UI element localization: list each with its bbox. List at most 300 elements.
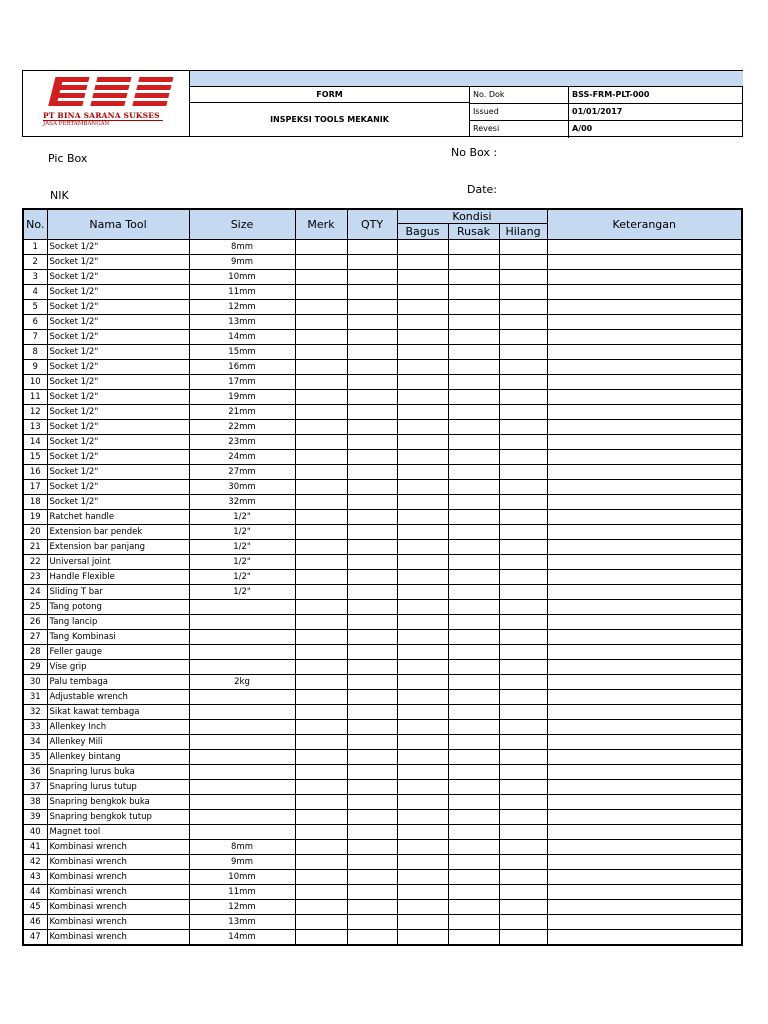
- hilang-cell[interactable]: [499, 660, 547, 675]
- rusak-cell[interactable]: [448, 900, 499, 915]
- qty-cell[interactable]: [347, 390, 397, 405]
- bagus-cell[interactable]: [397, 780, 448, 795]
- keterangan-cell[interactable]: [547, 360, 742, 375]
- qty-cell[interactable]: [347, 255, 397, 270]
- rusak-cell[interactable]: [448, 555, 499, 570]
- rusak-cell[interactable]: [448, 720, 499, 735]
- merk-cell[interactable]: [295, 585, 347, 600]
- keterangan-cell[interactable]: [547, 270, 742, 285]
- hilang-cell[interactable]: [499, 615, 547, 630]
- keterangan-cell[interactable]: [547, 585, 742, 600]
- rusak-cell[interactable]: [448, 285, 499, 300]
- rusak-cell[interactable]: [448, 450, 499, 465]
- merk-cell[interactable]: [295, 390, 347, 405]
- rusak-cell[interactable]: [448, 540, 499, 555]
- merk-cell[interactable]: [295, 375, 347, 390]
- qty-cell[interactable]: [347, 735, 397, 750]
- keterangan-cell[interactable]: [547, 750, 742, 765]
- hilang-cell[interactable]: [499, 690, 547, 705]
- hilang-cell[interactable]: [499, 645, 547, 660]
- keterangan-cell[interactable]: [547, 615, 742, 630]
- rusak-cell[interactable]: [448, 585, 499, 600]
- keterangan-cell[interactable]: [547, 630, 742, 645]
- keterangan-cell[interactable]: [547, 885, 742, 900]
- hilang-cell[interactable]: [499, 720, 547, 735]
- merk-cell[interactable]: [295, 285, 347, 300]
- qty-cell[interactable]: [347, 600, 397, 615]
- row-number: 26: [23, 615, 47, 630]
- rusak-cell[interactable]: [448, 930, 499, 946]
- table-row: [23, 315, 742, 330]
- merk-cell[interactable]: [295, 495, 347, 510]
- merk-cell[interactable]: [295, 810, 347, 825]
- row-number: 32: [23, 705, 47, 720]
- qty-cell[interactable]: [347, 420, 397, 435]
- qty-cell[interactable]: [347, 825, 397, 840]
- qty-cell[interactable]: [347, 480, 397, 495]
- merk-cell[interactable]: [295, 270, 347, 285]
- bagus-cell[interactable]: [397, 420, 448, 435]
- keterangan-cell[interactable]: [547, 390, 742, 405]
- table-row: [23, 630, 742, 645]
- qty-cell[interactable]: [347, 765, 397, 780]
- tool-name: Socket 1/2": [47, 375, 189, 390]
- qty-cell[interactable]: [347, 375, 397, 390]
- qty-cell[interactable]: [347, 750, 397, 765]
- rusak-cell[interactable]: [448, 795, 499, 810]
- bagus-cell[interactable]: [397, 390, 448, 405]
- merk-cell[interactable]: [295, 420, 347, 435]
- bagus-cell[interactable]: [397, 330, 448, 345]
- merk-cell[interactable]: [295, 795, 347, 810]
- keterangan-cell[interactable]: [547, 405, 742, 420]
- rusak-cell[interactable]: [448, 480, 499, 495]
- merk-cell[interactable]: [295, 690, 347, 705]
- bagus-cell[interactable]: [397, 930, 448, 946]
- qty-cell[interactable]: [347, 645, 397, 660]
- table-row: [23, 345, 742, 360]
- hilang-cell[interactable]: [499, 735, 547, 750]
- rusak-cell[interactable]: [448, 915, 499, 930]
- qty-cell[interactable]: [347, 510, 397, 525]
- rusak-cell[interactable]: [448, 330, 499, 345]
- qty-cell[interactable]: [347, 570, 397, 585]
- tool-size: 9mm: [189, 255, 295, 270]
- hilang-cell[interactable]: [499, 360, 547, 375]
- bagus-cell[interactable]: [397, 690, 448, 705]
- rusak-cell[interactable]: [448, 750, 499, 765]
- qty-cell[interactable]: [347, 540, 397, 555]
- keterangan-cell[interactable]: [547, 705, 742, 720]
- rusak-cell[interactable]: [448, 645, 499, 660]
- hilang-cell[interactable]: [499, 810, 547, 825]
- merk-cell[interactable]: [295, 315, 347, 330]
- qty-cell[interactable]: [347, 285, 397, 300]
- qty-cell[interactable]: [347, 495, 397, 510]
- merk-cell[interactable]: [295, 825, 347, 840]
- qty-cell[interactable]: [347, 690, 397, 705]
- rusak-cell[interactable]: [448, 315, 499, 330]
- table-row: [23, 360, 742, 375]
- keterangan-cell[interactable]: [547, 690, 742, 705]
- hilang-cell[interactable]: [499, 240, 547, 255]
- merk-cell[interactable]: [295, 480, 347, 495]
- qty-cell[interactable]: [347, 795, 397, 810]
- hilang-cell[interactable]: [499, 585, 547, 600]
- keterangan-cell[interactable]: [547, 555, 742, 570]
- qty-cell[interactable]: [347, 705, 397, 720]
- hilang-cell[interactable]: [499, 495, 547, 510]
- row-number: 40: [23, 825, 47, 840]
- merk-cell[interactable]: [295, 630, 347, 645]
- hilang-cell[interactable]: [499, 630, 547, 645]
- form-label: FORM: [189, 87, 470, 103]
- bagus-cell[interactable]: [397, 240, 448, 255]
- rusak-cell[interactable]: [448, 495, 499, 510]
- qty-cell[interactable]: [347, 870, 397, 885]
- hilang-cell[interactable]: [499, 705, 547, 720]
- rusak-cell[interactable]: [448, 420, 499, 435]
- merk-cell[interactable]: [295, 465, 347, 480]
- bagus-cell[interactable]: [397, 810, 448, 825]
- qty-cell[interactable]: [347, 840, 397, 855]
- keterangan-cell[interactable]: [547, 345, 742, 360]
- rusak-cell[interactable]: [448, 360, 499, 375]
- bagus-cell[interactable]: [397, 900, 448, 915]
- merk-cell[interactable]: [295, 405, 347, 420]
- keterangan-cell[interactable]: [547, 315, 742, 330]
- hilang-cell[interactable]: [499, 900, 547, 915]
- bagus-cell[interactable]: [397, 285, 448, 300]
- hilang-cell[interactable]: [499, 480, 547, 495]
- qty-cell[interactable]: [347, 885, 397, 900]
- merk-cell[interactable]: [295, 240, 347, 255]
- bagus-cell[interactable]: [397, 465, 448, 480]
- keterangan-cell[interactable]: [547, 645, 742, 660]
- row-number: 17: [23, 480, 47, 495]
- hilang-cell[interactable]: [499, 255, 547, 270]
- keterangan-cell[interactable]: [547, 840, 742, 855]
- qty-cell[interactable]: [347, 360, 397, 375]
- qty-cell[interactable]: [347, 330, 397, 345]
- merk-cell[interactable]: [295, 615, 347, 630]
- merk-cell[interactable]: [295, 540, 347, 555]
- qty-cell[interactable]: [347, 855, 397, 870]
- qty-cell[interactable]: [347, 930, 397, 946]
- bagus-cell[interactable]: [397, 480, 448, 495]
- hilang-cell[interactable]: [499, 420, 547, 435]
- qty-cell[interactable]: [347, 720, 397, 735]
- hilang-cell[interactable]: [499, 525, 547, 540]
- merk-cell[interactable]: [295, 345, 347, 360]
- hilang-cell[interactable]: [499, 300, 547, 315]
- merk-cell[interactable]: [295, 915, 347, 930]
- rusak-cell[interactable]: [448, 570, 499, 585]
- keterangan-cell[interactable]: [547, 375, 742, 390]
- hilang-cell[interactable]: [499, 915, 547, 930]
- rusak-cell[interactable]: [448, 885, 499, 900]
- hilang-cell[interactable]: [499, 750, 547, 765]
- qty-cell[interactable]: [347, 660, 397, 675]
- merk-cell[interactable]: [295, 645, 347, 660]
- keterangan-cell[interactable]: [547, 855, 742, 870]
- keterangan-cell[interactable]: [547, 735, 742, 750]
- keterangan-cell[interactable]: [547, 300, 742, 315]
- rusak-cell[interactable]: [448, 870, 499, 885]
- merk-cell[interactable]: [295, 675, 347, 690]
- qty-cell[interactable]: [347, 315, 397, 330]
- keterangan-cell[interactable]: [547, 915, 742, 930]
- rusak-cell[interactable]: [448, 690, 499, 705]
- rusak-cell[interactable]: [448, 780, 499, 795]
- merk-cell[interactable]: [295, 705, 347, 720]
- qty-cell[interactable]: [347, 810, 397, 825]
- bagus-cell[interactable]: [397, 915, 448, 930]
- qty-cell[interactable]: [347, 780, 397, 795]
- qty-cell[interactable]: [347, 525, 397, 540]
- bagus-cell[interactable]: [397, 645, 448, 660]
- rusak-cell[interactable]: [448, 270, 499, 285]
- merk-cell[interactable]: [295, 450, 347, 465]
- hilang-cell[interactable]: [499, 330, 547, 345]
- rusak-cell[interactable]: [448, 735, 499, 750]
- tool-size: [189, 660, 295, 675]
- rusak-cell[interactable]: [448, 810, 499, 825]
- bagus-cell[interactable]: [397, 870, 448, 885]
- qty-cell[interactable]: [347, 300, 397, 315]
- merk-cell[interactable]: [295, 435, 347, 450]
- hilang-cell[interactable]: [499, 450, 547, 465]
- hilang-cell[interactable]: [499, 435, 547, 450]
- keterangan-cell[interactable]: [547, 510, 742, 525]
- bagus-cell[interactable]: [397, 525, 448, 540]
- hilang-cell[interactable]: [499, 855, 547, 870]
- keterangan-cell[interactable]: [547, 465, 742, 480]
- keterangan-cell[interactable]: [547, 285, 742, 300]
- hilang-cell[interactable]: [499, 375, 547, 390]
- keterangan-cell[interactable]: [547, 255, 742, 270]
- merk-cell[interactable]: [295, 555, 347, 570]
- hilang-cell[interactable]: [499, 465, 547, 480]
- keterangan-cell[interactable]: [547, 435, 742, 450]
- keterangan-cell[interactable]: [547, 810, 742, 825]
- keterangan-cell[interactable]: [547, 570, 742, 585]
- bagus-cell[interactable]: [397, 675, 448, 690]
- merk-cell[interactable]: [295, 570, 347, 585]
- hilang-cell[interactable]: [499, 405, 547, 420]
- keterangan-cell[interactable]: [547, 900, 742, 915]
- rusak-cell[interactable]: [448, 630, 499, 645]
- rusak-cell[interactable]: [448, 825, 499, 840]
- merk-cell[interactable]: [295, 600, 347, 615]
- keterangan-cell[interactable]: [547, 525, 742, 540]
- hilang-cell[interactable]: [499, 795, 547, 810]
- merk-cell[interactable]: [295, 750, 347, 765]
- hilang-cell[interactable]: [499, 270, 547, 285]
- merk-cell[interactable]: [295, 510, 347, 525]
- hilang-cell[interactable]: [499, 285, 547, 300]
- hilang-cell[interactable]: [499, 870, 547, 885]
- bagus-cell[interactable]: [397, 765, 448, 780]
- keterangan-cell[interactable]: [547, 825, 742, 840]
- bagus-cell[interactable]: [397, 795, 448, 810]
- keterangan-cell[interactable]: [547, 795, 742, 810]
- rusak-cell[interactable]: [448, 600, 499, 615]
- keterangan-cell[interactable]: [547, 930, 742, 946]
- rusak-cell[interactable]: [448, 615, 499, 630]
- merk-cell[interactable]: [295, 735, 347, 750]
- merk-cell[interactable]: [295, 525, 347, 540]
- qty-cell[interactable]: [347, 555, 397, 570]
- tool-name: Socket 1/2": [47, 405, 189, 420]
- bagus-cell[interactable]: [397, 855, 448, 870]
- rusak-cell[interactable]: [448, 840, 499, 855]
- tool-size: [189, 735, 295, 750]
- keterangan-cell[interactable]: [547, 495, 742, 510]
- keterangan-cell[interactable]: [547, 450, 742, 465]
- rusak-cell[interactable]: [448, 375, 499, 390]
- hilang-cell[interactable]: [499, 840, 547, 855]
- keterangan-cell[interactable]: [547, 870, 742, 885]
- bagus-cell[interactable]: [397, 360, 448, 375]
- qty-cell[interactable]: [347, 240, 397, 255]
- rusak-cell[interactable]: [448, 435, 499, 450]
- bagus-cell[interactable]: [397, 705, 448, 720]
- keterangan-cell[interactable]: [547, 720, 742, 735]
- merk-cell[interactable]: [295, 720, 347, 735]
- rusak-cell[interactable]: [448, 705, 499, 720]
- merk-cell[interactable]: [295, 885, 347, 900]
- qty-cell[interactable]: [347, 675, 397, 690]
- rusak-cell[interactable]: [448, 525, 499, 540]
- qty-cell[interactable]: [347, 900, 397, 915]
- keterangan-cell[interactable]: [547, 675, 742, 690]
- hilang-cell[interactable]: [499, 600, 547, 615]
- keterangan-cell[interactable]: [547, 330, 742, 345]
- row-number: 6: [23, 315, 47, 330]
- bagus-cell[interactable]: [397, 435, 448, 450]
- hilang-cell[interactable]: [499, 765, 547, 780]
- bagus-cell[interactable]: [397, 825, 448, 840]
- bagus-cell[interactable]: [397, 300, 448, 315]
- bagus-cell[interactable]: [397, 405, 448, 420]
- bagus-cell[interactable]: [397, 510, 448, 525]
- row-number: 3: [23, 270, 47, 285]
- merk-cell[interactable]: [295, 765, 347, 780]
- qty-cell[interactable]: [347, 915, 397, 930]
- bagus-cell[interactable]: [397, 570, 448, 585]
- qty-cell[interactable]: [347, 405, 397, 420]
- qty-cell[interactable]: [347, 345, 397, 360]
- qty-cell[interactable]: [347, 585, 397, 600]
- bagus-cell[interactable]: [397, 495, 448, 510]
- merk-cell[interactable]: [295, 360, 347, 375]
- bagus-cell[interactable]: [397, 630, 448, 645]
- bagus-cell[interactable]: [397, 345, 448, 360]
- hilang-cell[interactable]: [499, 510, 547, 525]
- merk-cell[interactable]: [295, 855, 347, 870]
- merk-cell[interactable]: [295, 660, 347, 675]
- keterangan-cell[interactable]: [547, 420, 742, 435]
- tool-name: Extension bar pendek: [47, 525, 189, 540]
- qty-cell[interactable]: [347, 270, 397, 285]
- bagus-cell[interactable]: [397, 270, 448, 285]
- merk-cell[interactable]: [295, 255, 347, 270]
- bagus-cell[interactable]: [397, 450, 448, 465]
- bagus-cell[interactable]: [397, 555, 448, 570]
- qty-cell[interactable]: [347, 435, 397, 450]
- rusak-cell[interactable]: [448, 675, 499, 690]
- merk-cell[interactable]: [295, 930, 347, 946]
- bagus-cell[interactable]: [397, 720, 448, 735]
- keterangan-cell[interactable]: [547, 600, 742, 615]
- bagus-cell[interactable]: [397, 585, 448, 600]
- rusak-cell[interactable]: [448, 300, 499, 315]
- keterangan-cell[interactable]: [547, 480, 742, 495]
- keterangan-cell[interactable]: [547, 780, 742, 795]
- bagus-cell[interactable]: [397, 840, 448, 855]
- rusak-cell[interactable]: [448, 660, 499, 675]
- merk-cell[interactable]: [295, 330, 347, 345]
- merk-cell[interactable]: [295, 870, 347, 885]
- rusak-cell[interactable]: [448, 345, 499, 360]
- hilang-cell[interactable]: [499, 930, 547, 946]
- bagus-cell[interactable]: [397, 375, 448, 390]
- hilang-cell[interactable]: [499, 570, 547, 585]
- keterangan-cell[interactable]: [547, 540, 742, 555]
- merk-cell[interactable]: [295, 840, 347, 855]
- hilang-cell[interactable]: [499, 825, 547, 840]
- rusak-cell[interactable]: [448, 240, 499, 255]
- rusak-cell[interactable]: [448, 390, 499, 405]
- merk-cell[interactable]: [295, 780, 347, 795]
- rusak-cell[interactable]: [448, 855, 499, 870]
- hilang-cell[interactable]: [499, 780, 547, 795]
- bagus-cell[interactable]: [397, 885, 448, 900]
- qty-cell[interactable]: [347, 465, 397, 480]
- rusak-cell[interactable]: [448, 255, 499, 270]
- bagus-cell[interactable]: [397, 540, 448, 555]
- keterangan-cell[interactable]: [547, 660, 742, 675]
- bagus-cell[interactable]: [397, 255, 448, 270]
- bagus-cell[interactable]: [397, 600, 448, 615]
- bagus-cell[interactable]: [397, 660, 448, 675]
- hilang-cell[interactable]: [499, 390, 547, 405]
- bagus-cell[interactable]: [397, 315, 448, 330]
- rusak-cell[interactable]: [448, 510, 499, 525]
- merk-cell[interactable]: [295, 300, 347, 315]
- qty-cell[interactable]: [347, 450, 397, 465]
- hilang-cell[interactable]: [499, 540, 547, 555]
- qty-cell[interactable]: [347, 630, 397, 645]
- merk-cell[interactable]: [295, 900, 347, 915]
- bagus-cell[interactable]: [397, 615, 448, 630]
- hilang-cell[interactable]: [499, 315, 547, 330]
- hilang-cell[interactable]: [499, 555, 547, 570]
- rusak-cell[interactable]: [448, 765, 499, 780]
- rusak-cell[interactable]: [448, 465, 499, 480]
- qty-cell[interactable]: [347, 615, 397, 630]
- hilang-cell[interactable]: [499, 345, 547, 360]
- tool-name: Snapring bengkok buka: [47, 795, 189, 810]
- keterangan-cell[interactable]: [547, 765, 742, 780]
- rusak-cell[interactable]: [448, 405, 499, 420]
- keterangan-cell[interactable]: [547, 240, 742, 255]
- bagus-cell[interactable]: [397, 735, 448, 750]
- bagus-cell[interactable]: [397, 750, 448, 765]
- hilang-cell[interactable]: [499, 885, 547, 900]
- hilang-cell[interactable]: [499, 675, 547, 690]
